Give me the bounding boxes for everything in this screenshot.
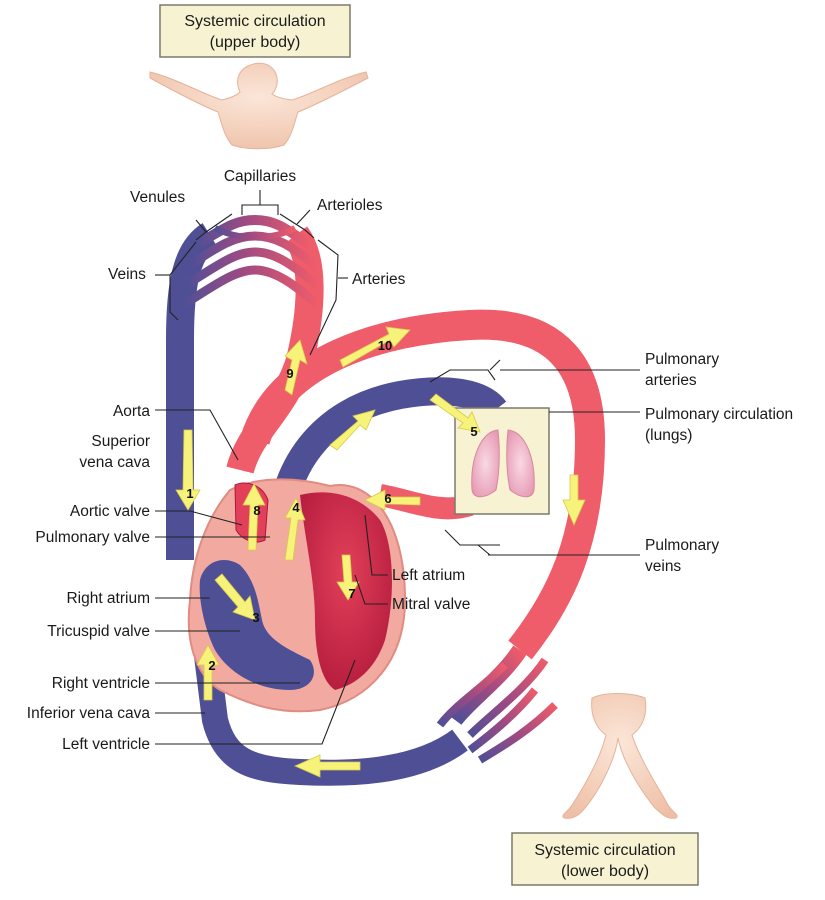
label-inferior-vena-cava: Inferior vena cava <box>26 705 150 722</box>
label-arteries: Arteries <box>352 271 406 288</box>
lower-box-line1: Systemic circulation <box>534 842 676 859</box>
label-pulmonary-arteries-2: arteries <box>645 372 697 389</box>
label-venules: Venules <box>130 189 186 206</box>
label-pulmonary-circulation-1: Pulmonary circulation <box>645 406 794 423</box>
step-10: 10 <box>377 338 393 353</box>
step-8: 8 <box>253 503 261 518</box>
label-tricuspid-valve: Tricuspid valve <box>47 623 150 640</box>
step-9: 9 <box>286 366 294 381</box>
label-left-ventricle: Left ventricle <box>62 736 150 753</box>
lower-body-figure <box>563 694 677 819</box>
step-5: 5 <box>470 424 478 439</box>
label-pulmonary-valve: Pulmonary valve <box>35 529 150 546</box>
step-2: 2 <box>208 658 216 673</box>
lower-box-line2: (lower body) <box>560 863 650 880</box>
label-pulmonary-veins-2: veins <box>645 558 682 575</box>
label-pulmonary-arteries-1: Pulmonary <box>645 351 720 368</box>
upper-body-figure <box>150 63 368 149</box>
label-pulmonary-circulation-2: (lungs) <box>645 427 693 444</box>
label-aorta: Aorta <box>112 403 150 420</box>
step-7: 7 <box>348 586 356 601</box>
label-capillaries: Capillaries <box>223 168 297 185</box>
label-right-atrium: Right atrium <box>66 590 150 607</box>
upper-body-title-box <box>160 5 350 57</box>
label-right-ventricle: Right ventricle <box>51 675 150 692</box>
upper-box-line2: (upper body) <box>209 34 301 51</box>
step-4: 4 <box>292 500 300 515</box>
lower-body-title-box <box>512 833 698 885</box>
label-aortic-valve: Aortic valve <box>69 503 150 520</box>
label-pulmonary-veins-1: Pulmonary <box>645 537 720 554</box>
step-1: 1 <box>186 486 194 501</box>
text-labels <box>27 168 793 753</box>
step-3: 3 <box>252 610 260 625</box>
label-arterioles: Arterioles <box>317 197 383 214</box>
label-svc-1: Superior <box>91 433 150 450</box>
label-left-atrium: Left atrium <box>392 567 466 584</box>
label-veins: Veins <box>108 266 146 283</box>
label-svc-2: vena cava <box>79 454 150 471</box>
step-6: 6 <box>384 491 392 506</box>
label-mitral-valve: Mitral valve <box>392 596 471 613</box>
upper-box-line1: Systemic circulation <box>184 13 326 30</box>
